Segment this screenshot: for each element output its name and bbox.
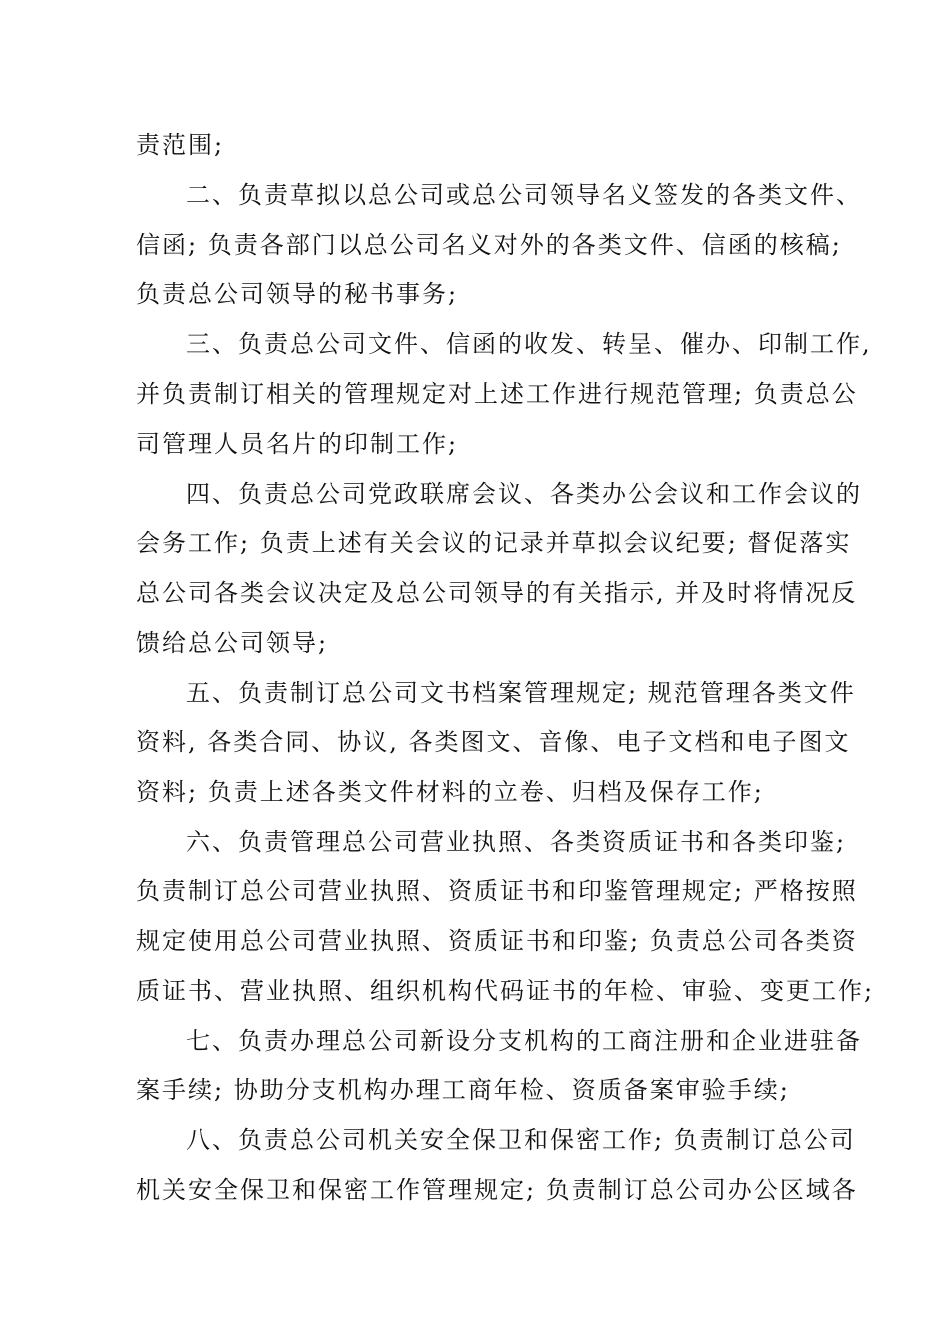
text-line: 负责制订总公司营业执照、资质证书和印鉴管理规定; 严格按照 [136, 877, 858, 905]
paragraph-3-start: 三、负责总公司文件、信函的收发、转呈、催办、印制工作, [186, 330, 872, 358]
paragraph-8-start: 八、负责总公司机关安全保卫和保密工作; 负责制订总公司 [186, 1126, 856, 1154]
text-line: 案手续; 协助分支机构办理工商年检、资质备案审验手续; [136, 1076, 790, 1104]
text-line: 资料, 各类合同、协议, 各类图文、音像、电子文档和电子图文 [136, 728, 851, 756]
paragraph-7-start: 七、负责办理总公司新设分支机构的工商注册和企业进驻备 [186, 1027, 862, 1055]
text-line: 并负责制订相关的管理规定对上述工作进行规范管理; 负责总公 [136, 380, 858, 408]
paragraph-2-start: 二、负责草拟以总公司或总公司领导名义签发的各类文件、 [186, 181, 862, 209]
text-line: 规定使用总公司营业执照、资质证书和印鉴; 负责总公司各类资 [136, 927, 858, 955]
paragraph-6-start: 六、负责管理总公司营业执照、各类资质证书和各类印鉴; [186, 828, 847, 856]
text-line: 会务工作; 负责上述有关会议的记录并草拟会议纪要; 督促落实 [136, 529, 852, 557]
text-line: 责范围; [136, 131, 225, 159]
paragraph-4-start: 四、负责总公司党政联席会议、各类办公会议和工作会议的 [186, 480, 862, 508]
text-line: 机关安全保卫和保密工作管理规定; 负责制订总公司办公区域各 [136, 1176, 858, 1204]
text-line: 司管理人员名片的印制工作; [136, 430, 459, 458]
text-line: 质证书、营业执照、组织机构代码证书的年检、审验、变更工作; [136, 977, 875, 1005]
text-line: 总公司各类会议决定及总公司领导的有关指示, 并及时将情况反 [136, 579, 858, 607]
text-line: 馈给总公司领导; [136, 629, 329, 657]
text-line: 信函; 负责各部门以总公司名义对外的各类文件、信函的核稿; [136, 231, 842, 259]
text-line: 负责总公司领导的秘书事务; [136, 280, 459, 308]
paragraph-5-start: 五、负责制订总公司文书档案管理规定; 规范管理各类文件 [186, 679, 856, 707]
text-line: 资料; 负责上述各类文件材料的立卷、归档及保存工作; [136, 778, 764, 806]
